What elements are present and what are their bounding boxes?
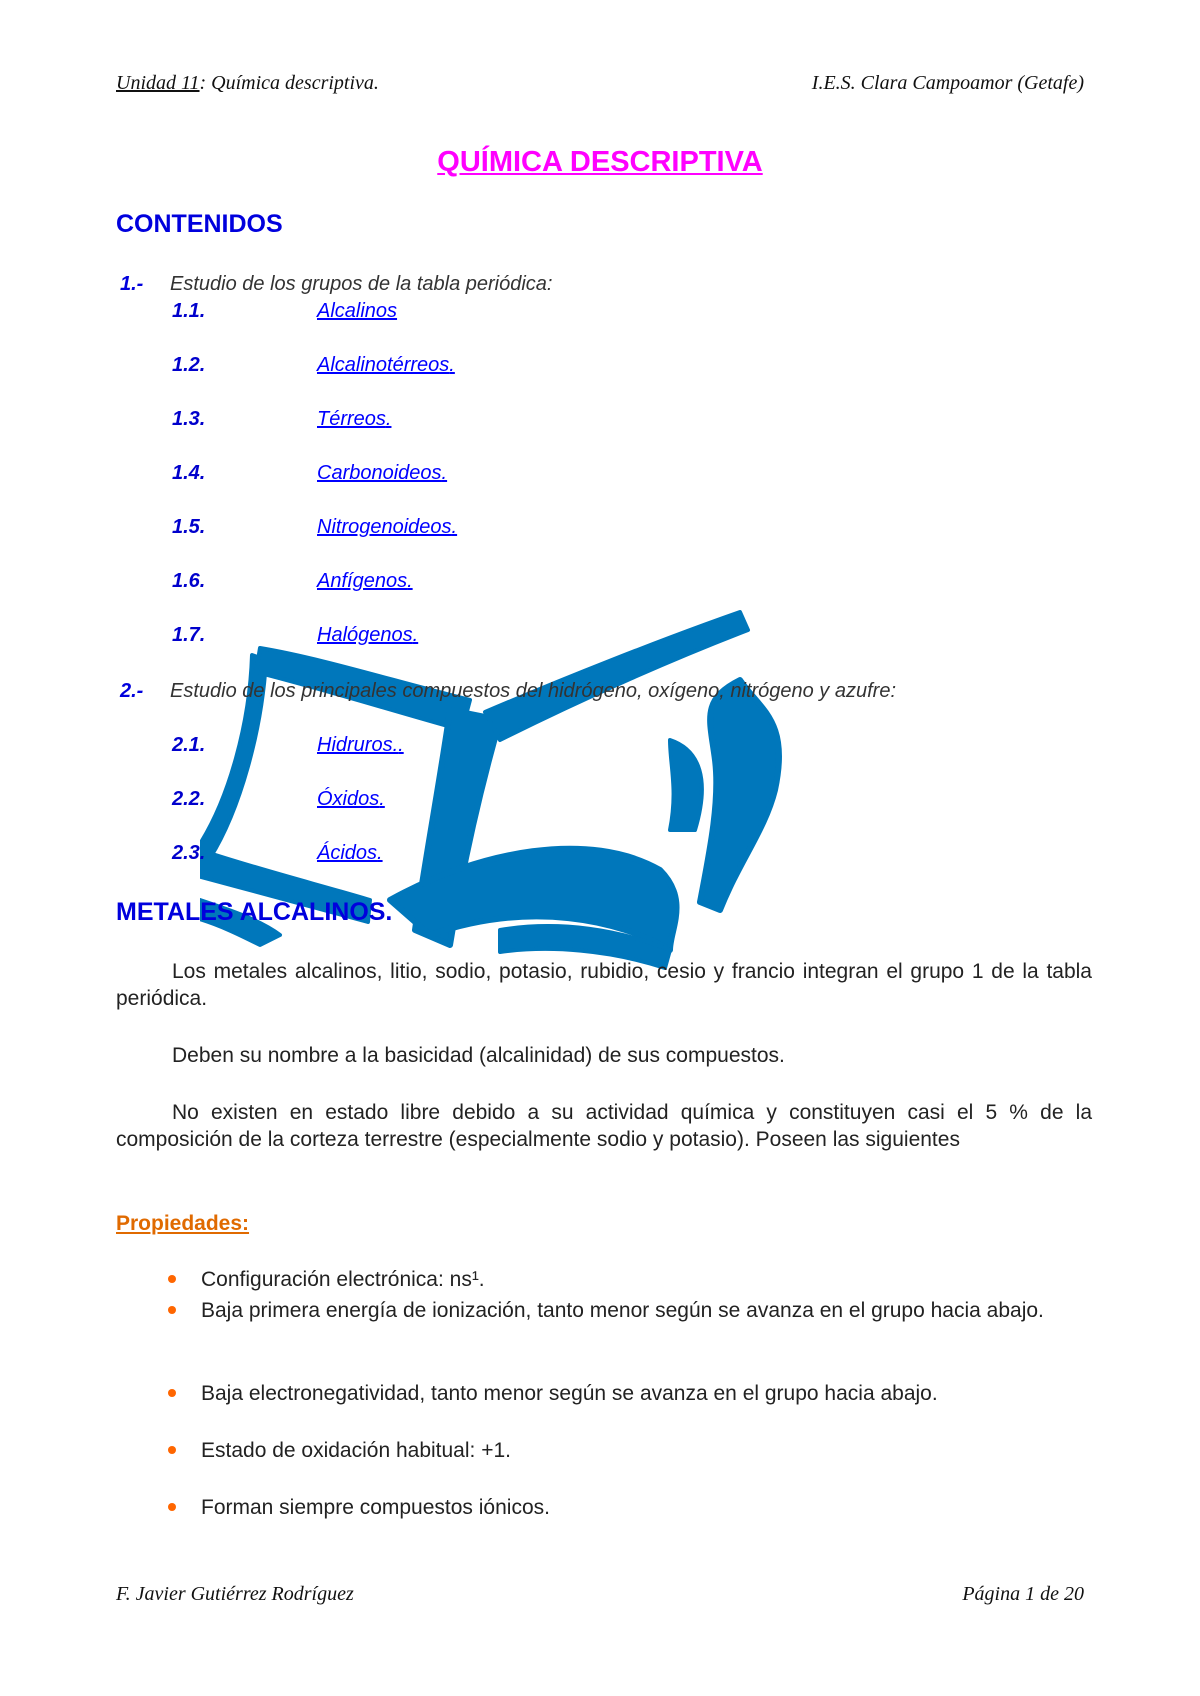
paragraph: Deben su nombre a la basicidad (alcalinidad) de sus compuestos. bbox=[172, 1044, 785, 1067]
toc-link-label[interactable]: Carbonoideos bbox=[317, 462, 442, 484]
document-title: QUÍMICA DESCRIPTIVA bbox=[437, 146, 763, 178]
toc-section-number: 1.- bbox=[120, 273, 144, 295]
list-item bbox=[168, 1380, 1092, 1407]
page-footer bbox=[116, 1583, 1084, 1606]
toc-link-suffix: . bbox=[412, 624, 419, 646]
toc-link-suffix: . bbox=[385, 408, 392, 430]
toc-item-number: 2.3. bbox=[172, 842, 206, 864]
toc-link-suffix: . bbox=[377, 842, 383, 864]
bullet-icon bbox=[168, 1446, 176, 1454]
properties-heading: Propiedades: bbox=[116, 1212, 250, 1235]
toc-link-label[interactable]: Nitrogenoideos bbox=[317, 516, 452, 538]
toc-link-label[interactable]: Alcalinotérreos bbox=[317, 354, 450, 376]
toc-link-label[interactable]: Ácidos bbox=[317, 842, 378, 864]
list-item-text: Estado de oxidación habitual: +1. bbox=[201, 1439, 511, 1462]
toc-item-number: 2.1. bbox=[172, 734, 206, 756]
toc-item-number: 1.6. bbox=[172, 570, 206, 592]
list-item-text: Forman siempre compuestos iónicos. bbox=[201, 1496, 550, 1519]
bullet-icon bbox=[168, 1389, 176, 1397]
list-item bbox=[168, 1297, 1092, 1324]
toc-link-suffix: . bbox=[441, 462, 448, 484]
toc-section-number: 2.- bbox=[120, 680, 144, 702]
list-item-text: Baja electronegatividad, tanto menor según se avanza en el grupo hacia abajo. bbox=[201, 1382, 938, 1405]
toc-item-number: 1.4. bbox=[172, 462, 206, 484]
toc-link-alcalinos[interactable]: Alcalinos bbox=[317, 300, 398, 322]
toc-link-label[interactable]: Óxidos bbox=[317, 788, 380, 810]
toc-item-number: 1.5. bbox=[172, 516, 206, 538]
paragraph: No existen en estado libre debido a su actividad química y constituyen casi el 5 % de la composición de la corteza terrestre (especialmente sodio y potasio). Poseen las siguientes bbox=[116, 1101, 1092, 1151]
list-item bbox=[168, 1437, 1092, 1464]
contents-heading: CONTENIDOS bbox=[116, 210, 283, 238]
toc-link-oxidos[interactable] bbox=[317, 788, 385, 811]
toc-link-carbonoideos[interactable] bbox=[317, 462, 447, 485]
bullet-icon bbox=[168, 1503, 176, 1511]
toc-item-number: 2.2. bbox=[172, 788, 206, 810]
toc-link-alcalinoterreos[interactable] bbox=[317, 354, 455, 377]
toc-link-nitrogenoideos[interactable] bbox=[317, 516, 457, 539]
page-number: Página 1 de 20 bbox=[962, 1583, 1084, 1605]
section-heading: METALES ALCALINOS. bbox=[116, 898, 393, 926]
toc-link-anfigenos[interactable] bbox=[317, 570, 413, 593]
toc-link-hidruros[interactable] bbox=[317, 734, 404, 757]
toc-link-suffix: . bbox=[451, 516, 458, 538]
toc-section-text: Estudio de los grupos de la tabla periódica: bbox=[170, 273, 553, 295]
page-header bbox=[116, 72, 1084, 95]
header-school: I.E.S. Clara Campoamor (Getafe) bbox=[811, 72, 1084, 94]
toc-link-halogenos[interactable] bbox=[317, 624, 418, 647]
header-unit: Unidad 11 bbox=[116, 72, 200, 94]
toc-section-text: Estudio de los principales compuestos del hidrógeno, oxígeno, nitrógeno y azufre: bbox=[170, 680, 897, 702]
toc-item-number: 1.1. bbox=[172, 300, 206, 322]
toc-link-label[interactable]: Halógenos bbox=[317, 624, 413, 646]
bullet-icon bbox=[168, 1306, 176, 1314]
list-item bbox=[168, 1266, 1092, 1293]
footer-author: F. Javier Gutiérrez Rodríguez bbox=[116, 1583, 354, 1605]
toc-link-acidos[interactable] bbox=[317, 842, 383, 865]
bullet-icon bbox=[168, 1275, 176, 1283]
toc-link-label[interactable]: Térreos bbox=[317, 408, 386, 430]
toc-item-number: 1.7. bbox=[172, 624, 206, 646]
toc-link-suffix: . bbox=[398, 734, 404, 756]
toc-link-suffix: . bbox=[449, 354, 455, 376]
paragraph: Los metales alcalinos, litio, sodio, potasio, rubidio, cesio y francio integran el grupo 1 de la tabla periódica. bbox=[116, 960, 1092, 1010]
toc-link-label[interactable]: Hidruros. bbox=[317, 734, 399, 756]
toc-item-number: 1.3. bbox=[172, 408, 206, 430]
header-unit-title: : Química descriptiva. bbox=[199, 72, 379, 94]
list-item bbox=[168, 1494, 1092, 1521]
toc-link-terreos[interactable] bbox=[317, 408, 391, 431]
list-item-text: Configuración electrónica: ns¹. bbox=[201, 1268, 485, 1291]
toc-link-label[interactable]: Anfígenos bbox=[317, 570, 408, 592]
toc-item-number: 1.2. bbox=[172, 354, 206, 376]
toc-link-suffix: . bbox=[379, 788, 385, 810]
toc-link-suffix: . bbox=[407, 570, 413, 592]
list-item-text: Baja primera energía de ionización, tanto menor según se avanza en el grupo hacia abajo. bbox=[201, 1299, 1044, 1322]
